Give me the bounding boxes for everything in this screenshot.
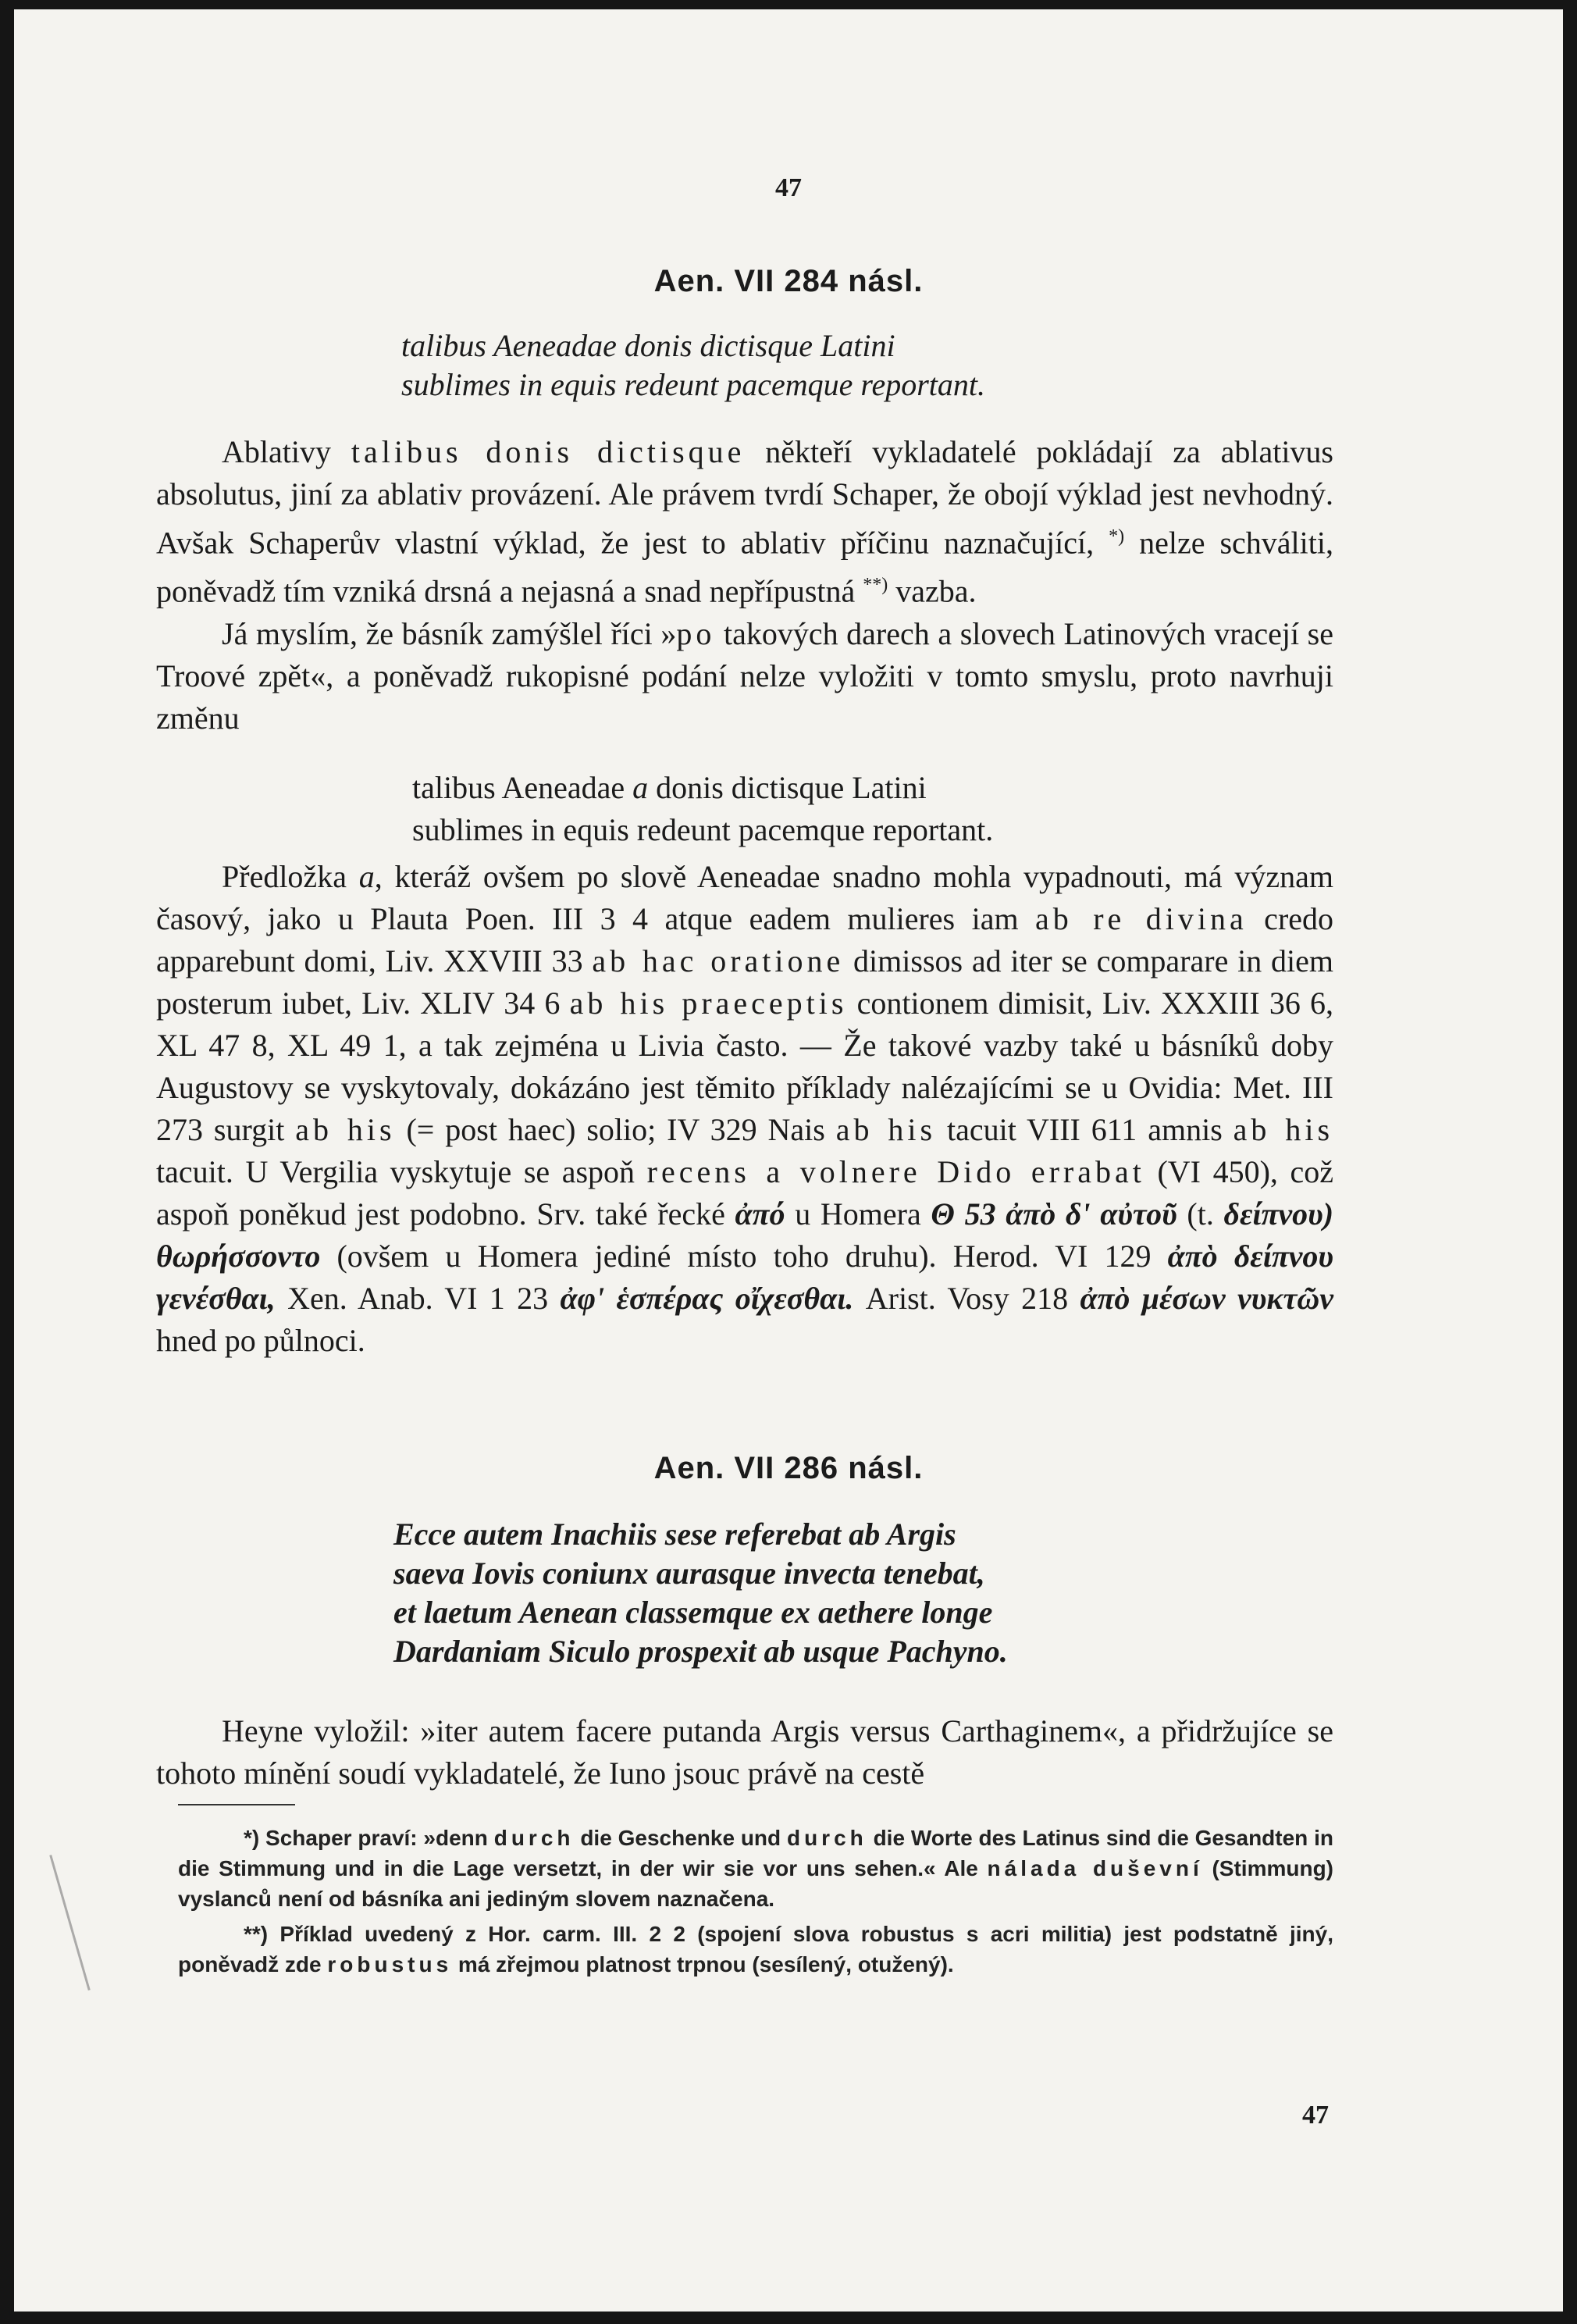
paragraph: Ablativy talibus donis dictisque někteří vykladatelé pokládají za ablativus absolutus, jiní za ablativ provázení. Ale právem tvrdí Schaper, že obojí výklad jest nevhodný. Avšak Schaperův vlastní výklad, že jest to ablativ příčinu naznačující, *) nelze schváliti, poněvadž tím vzniká drsná a nejasná a snad nepřípustná **) vazba.: [156, 434, 1333, 609]
paragraph: Heyne vyložil: »iter autem facere putanda Argis versus Carthaginem«, a přidržujíce se tohoto mínění soudí vykladatelé, že Iuno jsouc právě na cestě: [156, 1713, 1333, 1791]
emended-verse: [412, 767, 993, 851]
footnote-ref[interactable]: *): [1109, 526, 1125, 547]
verse-line: saeva Iovis coniunx aurasque invecta tenebat,: [393, 1556, 985, 1591]
verse-line: sublimes in equis redeunt pacemque reportant.: [412, 812, 994, 847]
section-heading-1: Aen. VII 284 násl.: [653, 264, 924, 298]
footnotes: [178, 1823, 1333, 1984]
verse-line: talibus Aeneadae donis dictisque Latini: [401, 328, 895, 363]
footnote-divider: [178, 1804, 295, 1805]
footnote-ref[interactable]: **): [863, 575, 888, 596]
footnote-2: **) Příklad uvedený z Hor. carm. III. 2 2 (spojení slova robustus s acri militia) jest podstatně jiný, poněvadž zde robustus má zřejmou platnost trpnou (sesílený, otužený).: [178, 1922, 1333, 1976]
scan-artifact: [49, 1855, 90, 1991]
paragraph: Já myslím, že básník zamýšlel říci »po takových darech a slovech Latinových vracejí se Troové zpět«, a poněvadž rukopisné podání nelze vyložiti v tomto smyslu, proto navrhuji změnu: [156, 615, 1333, 736]
body-text-3: [156, 1710, 1333, 1795]
verse-line: talibus Aeneadae a donis dictisque Latini: [412, 770, 927, 805]
page-number-bottom: 47: [1302, 2101, 1329, 2130]
body-text-1: [156, 431, 1333, 740]
verse-line: sublimes in equis redeunt pacemque reportant.: [401, 367, 986, 402]
verse-block-1: [401, 326, 985, 405]
verse-line: Ecce autem Inachiis sese referebat ab Argis: [393, 1517, 956, 1552]
page-number-top: 47: [775, 173, 802, 202]
section-heading-2: Aen. VII 286 násl.: [653, 1451, 924, 1485]
verse-block-2: [393, 1515, 1008, 1671]
verse-line: Dardaniam Siculo prospexit ab usque Pachyno.: [393, 1634, 1008, 1669]
paragraph: Předložka a, kteráž ovšem po slově Aeneadae snadno mohla vypadnouti, má význam časový, jako u Plauta Poen. III 3 4 atque eadem mulieres iam ab re divina credo apparebunt domi, Liv. XXVIII 33 ab hac oratione dimissos ad iter se comparare in diem posterum iubet, Liv. XLIV 34 6 ab his praeceptis contionem dimisit, Liv. XXXIII 36 6, XL 47 8, XL 49 1, a tak zejména u Livia často. — Že takové vazby také u básníků doby Augustovy se vyskytovaly, dokázáno jest těmito příklady nalézajícími se u Ovidia: Met. III 273 surgit ab his (= post haec) solio; IV 329 Nais ab his tacuit VIII 611 amnis ab his tacuit. U Vergilia vyskytuje se aspoň recens a volnere Dido errabat (VI 450), což aspoň poněkud jest podobno. Srv. také řecké ἀπό u Homera Θ 53 ἀπὸ δ' αὐτοῦ (t. δείπνου) θωρήσσοντο (ovšem u Homera jediné místo toho druhu). Herod. VI 129 ἀπὸ δείπνου γενέσθαι, Xen. Anab. VI 1 23 ἀφ' ἑσπέρας οἴχεσθαι. Arist. Vosy 218 ἀπὸ μέσων νυκτῶν hned po půlnoci.: [156, 859, 1334, 1358]
verse-line: et laetum Aenean classemque ex aethere longe: [393, 1595, 993, 1630]
footnote-1: *) Schaper praví: »denn durch die Geschenke und durch die Worte des Latinus sind die Gesandten in die Stimmung und in die Lage versetzt, in der wir sie vor uns sehen.« Ale nálada duševní (Stimmung) vyslanců není od básníka ani jediným slovem naznačena.: [178, 1826, 1334, 1911]
body-text-2: [156, 856, 1333, 1362]
document-page: [14, 9, 1563, 2312]
